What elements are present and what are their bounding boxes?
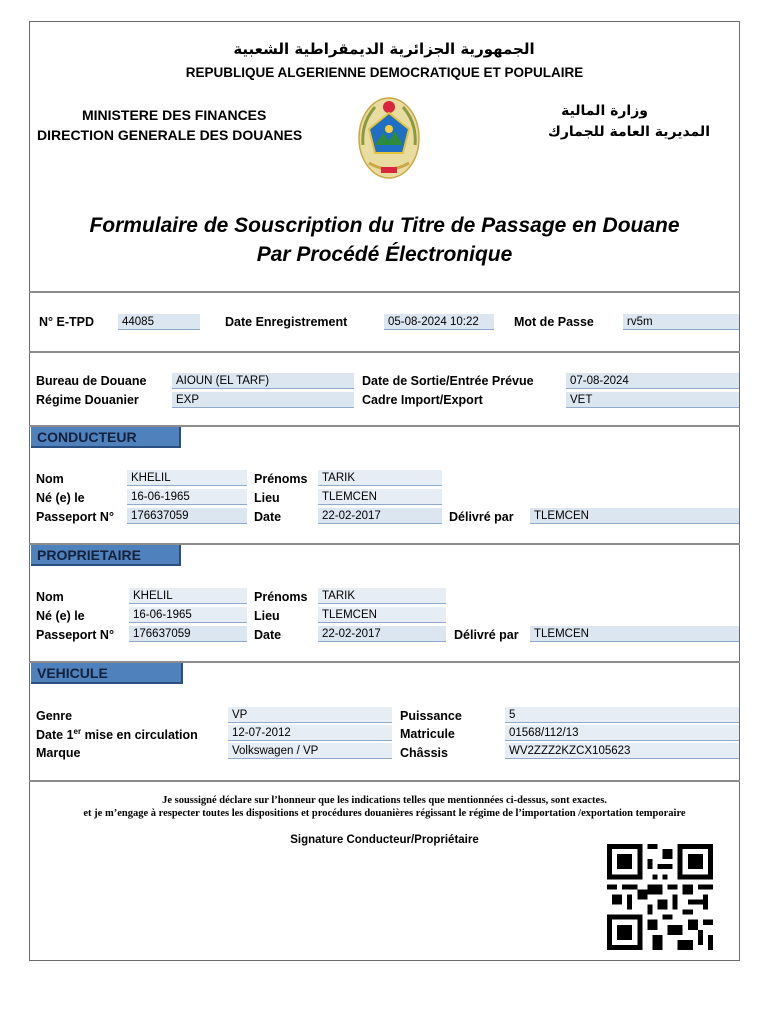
- bureau-field[interactable]: AIOUN (EL TARF): [172, 373, 354, 389]
- direction-fr: DIRECTION GENERALE DES DOUANES: [37, 127, 303, 143]
- conducteur-passeport-field[interactable]: 176637059: [127, 508, 247, 524]
- proprietaire-nom-label: Nom: [36, 590, 64, 604]
- ministry-fr: [82, 107, 266, 123]
- form-title-line1: Formulaire de Souscription du Titre de Passage en Douane: [89, 214, 680, 237]
- proprietaire-lieu-field[interactable]: TLEMCEN: [318, 607, 446, 623]
- conducteur-section-header: CONDUCTEUR: [31, 427, 181, 448]
- divider: [29, 780, 740, 782]
- chassis-field[interactable]: WV2ZZZ2KZCX105623: [505, 743, 739, 759]
- puissance-label: Puissance: [400, 709, 462, 723]
- cadre-field[interactable]: VET: [566, 392, 739, 408]
- conducteur-date-field[interactable]: 22-02-2017: [318, 508, 442, 524]
- first-registration-label-pre: Date 1: [36, 728, 74, 743]
- proprietaire-section-header: PROPRIETAIRE: [31, 545, 181, 566]
- conducteur-lieu-field[interactable]: TLEMCEN: [318, 489, 442, 505]
- first-registration-label: [36, 727, 198, 742]
- proprietaire-date-field[interactable]: 22-02-2017: [318, 626, 446, 642]
- conducteur-passeport-label: Passeport N°: [36, 510, 114, 524]
- regime-field[interactable]: EXP: [172, 392, 354, 408]
- conducteur-prenoms-field[interactable]: TARIK: [318, 470, 442, 486]
- ministry-ar: وزارة المالية: [561, 103, 648, 119]
- proprietaire-nom-field[interactable]: KHELIL: [129, 588, 247, 604]
- customs-emblem-icon: [357, 93, 421, 187]
- qr-code-icon: [604, 844, 716, 950]
- conducteur-nom-field[interactable]: KHELIL: [127, 470, 247, 486]
- password-field[interactable]: rv5m: [623, 314, 739, 330]
- proprietaire-passeport-label: Passeport N°: [36, 628, 114, 642]
- proprietaire-prenoms-label: Prénoms: [254, 590, 308, 604]
- proprietaire-delivre-field[interactable]: TLEMCEN: [530, 626, 739, 642]
- etpd-field[interactable]: 44085: [118, 314, 200, 330]
- proprietaire-ne-field[interactable]: 16-06-1965: [129, 607, 247, 623]
- first-registration-label-post: mise en circulation: [81, 728, 198, 743]
- first-registration-field[interactable]: 12-07-2012: [228, 725, 392, 741]
- marque-field[interactable]: Volkswagen / VP: [228, 743, 392, 759]
- conducteur-nom-label: Nom: [36, 472, 64, 486]
- genre-field[interactable]: VP: [228, 707, 392, 723]
- arabic-republic-title: الجمهورية الجزائرية الديمقراطية الشعبية: [233, 40, 535, 58]
- proprietaire-date-label: Date: [254, 628, 282, 642]
- proprietaire-ne-label: Né (e) le: [36, 609, 85, 623]
- republic-title: REPUBLIQUE ALGERIENNE DEMOCRATIQUE ET POPULAIRE: [185, 65, 584, 80]
- direction-ar: المديرية العامة للجمارك: [548, 124, 710, 140]
- conducteur-lieu-label: Lieu: [254, 491, 280, 505]
- puissance-field[interactable]: 5: [505, 707, 739, 723]
- divider: [29, 291, 740, 293]
- first-registration-label-sup: er: [73, 727, 82, 736]
- conducteur-date-label: Date: [254, 510, 282, 524]
- matricule-label: Matricule: [400, 727, 455, 741]
- bureau-label: Bureau de Douane: [36, 374, 147, 388]
- proprietaire-delivre-label: Délivré par: [454, 628, 519, 642]
- regime-label: Régime Douanier: [36, 393, 139, 407]
- divider: [29, 351, 740, 353]
- genre-label: Genre: [36, 709, 73, 723]
- cadre-label: Cadre Import/Export: [362, 393, 483, 407]
- proprietaire-lieu-label: Lieu: [254, 609, 280, 623]
- registration-date-label: Date Enregistrement: [225, 315, 348, 329]
- conducteur-prenoms-label: Prénoms: [254, 472, 308, 486]
- exit-date-field[interactable]: 07-08-2024: [566, 373, 739, 389]
- declaration-line1: Je soussigné déclare sur l’honneur que les indications telles que mentionnées ci-dessus, sont exactes.: [162, 795, 607, 806]
- chassis-label: Châssis: [400, 746, 448, 760]
- proprietaire-prenoms-field[interactable]: TARIK: [318, 588, 446, 604]
- matricule-field[interactable]: 01568/112/13: [505, 725, 739, 741]
- form-title-line2: Par Procédé Électronique: [256, 243, 513, 266]
- conducteur-ne-label: Né (e) le: [36, 491, 85, 505]
- ministry-fr-text: MINISTERE DES FINANCES: [82, 107, 267, 123]
- conducteur-ne-field[interactable]: 16-06-1965: [127, 489, 247, 505]
- marque-label: Marque: [36, 746, 81, 760]
- signature-label: Signature Conducteur/Propriétaire: [290, 834, 479, 846]
- registration-date-field[interactable]: 05-08-2024 10:22: [384, 314, 494, 330]
- password-label: Mot de Passe: [514, 315, 594, 329]
- proprietaire-passeport-field[interactable]: 176637059: [129, 626, 247, 642]
- exit-date-label: Date de Sortie/Entrée Prévue: [362, 374, 534, 388]
- declaration-line2: et je m’engage à respecter toutes les dispositions et procédures douanières régissant le régime de l’importation /exportation temporaire: [83, 808, 686, 819]
- conducteur-delivre-field[interactable]: TLEMCEN: [530, 508, 739, 524]
- conducteur-delivre-label: Délivré par: [449, 510, 514, 524]
- etpd-label: N° E-TPD: [39, 315, 94, 329]
- vehicule-section-header: VEHICULE: [31, 663, 183, 684]
